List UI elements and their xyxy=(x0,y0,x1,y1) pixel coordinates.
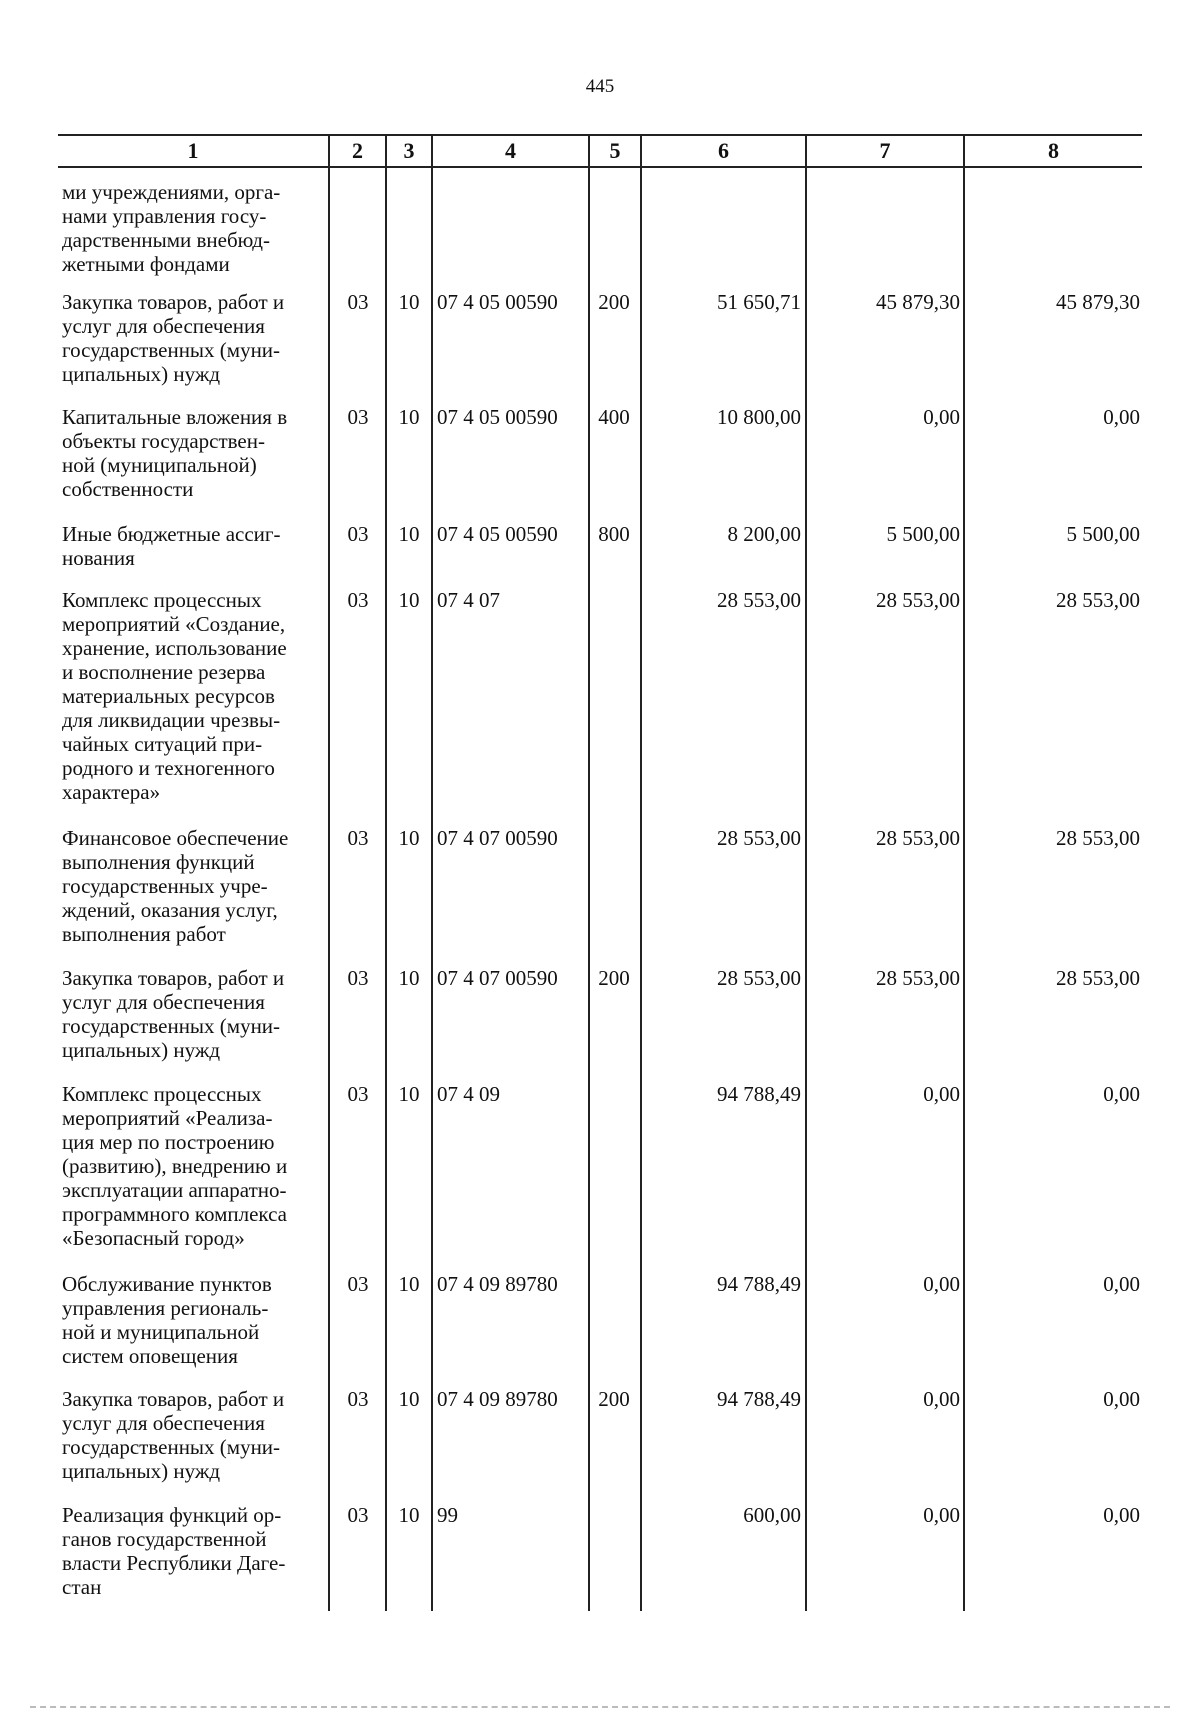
column-rule xyxy=(640,134,642,1611)
header-bottom-rule xyxy=(58,166,1142,168)
row-name: Комплекс процессных мероприятий «Реализа- ция мер по построению (развитию), внедрению и эксплуатации аппаратно- программного комплекса «Безопасный город» xyxy=(62,1082,288,1250)
amount-col6: 94 788,49 xyxy=(717,1272,801,1296)
subsection-code: 10 xyxy=(398,1082,420,1106)
subsection-code: 10 xyxy=(398,1503,420,1527)
amount-col8: 0,00 xyxy=(1103,405,1140,429)
subsection-code: 10 xyxy=(398,966,420,990)
scan-edge-rule xyxy=(30,1706,1170,1708)
amount-col8: 28 553,00 xyxy=(1056,588,1140,612)
column-header: 8 xyxy=(1048,138,1059,163)
amount-col6: 94 788,49 xyxy=(717,1082,801,1106)
section-code: 03 xyxy=(347,522,369,546)
expense-type-code: 200 xyxy=(598,966,630,990)
amount-col6: 10 800,00 xyxy=(717,405,801,429)
expense-type-code: 200 xyxy=(598,290,630,314)
subsection-code: 10 xyxy=(398,1387,420,1411)
column-header: 6 xyxy=(718,138,729,163)
row-name: Капитальные вложения в объекты государствен- ной (муниципальной) собственности xyxy=(62,405,288,501)
column-header: 1 xyxy=(187,138,199,163)
amount-col7: 5 500,00 xyxy=(886,522,960,546)
amount-col8: 0,00 xyxy=(1103,1387,1140,1411)
column-rule xyxy=(431,134,433,1611)
column-rule xyxy=(963,134,965,1611)
target-article-code: 07 4 05 00590 xyxy=(437,522,558,546)
expense-type-code: 200 xyxy=(598,1387,630,1411)
amount-col7: 0,00 xyxy=(923,1387,960,1411)
expense-type-code: 400 xyxy=(598,405,630,429)
row-name: Обслуживание пунктов управления региональ- ной и муниципальной систем оповещения xyxy=(62,1272,272,1368)
section-code: 03 xyxy=(347,588,369,612)
target-article-code: 07 4 09 xyxy=(437,1082,500,1106)
amount-col6: 28 553,00 xyxy=(717,588,801,612)
amount-col7: 0,00 xyxy=(923,1272,960,1296)
section-code: 03 xyxy=(347,826,369,850)
target-article-code: 07 4 05 00590 xyxy=(437,405,558,429)
section-code: 03 xyxy=(347,405,369,429)
section-code: 03 xyxy=(347,290,369,314)
target-article-code: 07 4 07 xyxy=(437,588,500,612)
amount-col8: 0,00 xyxy=(1103,1503,1140,1527)
target-article-code: 99 xyxy=(437,1503,458,1527)
row-name: Закупка товаров, работ и услуг для обеспечения государственных (муни- ципальных) нужд xyxy=(62,966,285,1062)
amount-col6: 51 650,71 xyxy=(717,290,801,314)
section-code: 03 xyxy=(347,1503,369,1527)
column-header: 7 xyxy=(879,138,891,163)
subsection-code: 10 xyxy=(398,405,420,429)
row-name: Финансовое обеспечение выполнения функций государственных учре- ждений, оказания услуг, выполнения работ xyxy=(62,826,289,946)
row-name: Закупка товаров, работ и услуг для обеспечения государственных (муни- ципальных) нужд xyxy=(62,290,285,386)
row-name: Реализация функций ор- ганов государственной власти Республики Даге- стан xyxy=(62,1503,286,1599)
subsection-code: 10 xyxy=(398,588,420,612)
table-top-rule xyxy=(58,134,1142,136)
target-article-code: 07 4 07 00590 xyxy=(437,826,558,850)
subsection-code: 10 xyxy=(398,522,420,546)
amount-col7: 28 553,00 xyxy=(876,826,960,850)
subsection-code: 10 xyxy=(398,290,420,314)
row-name: Комплекс процессных мероприятий «Создание, хранение, использование и восполнение резерва материальных ресурсов для ликвидации чрезвы- чайных ситуаций при- родного и техногенного характера» xyxy=(62,588,287,804)
row-name: Закупка товаров, работ и услуг для обеспечения государственных (муни- ципальных) нужд xyxy=(62,1387,285,1483)
amount-col8: 45 879,30 xyxy=(1056,290,1140,314)
amount-col7: 45 879,30 xyxy=(876,290,960,314)
row-name: ми учреждениями, орга- нами управления госу- дарственными внебюд- жетными фондами xyxy=(62,180,281,276)
column-header: 3 xyxy=(403,138,415,163)
section-code: 03 xyxy=(347,1387,369,1411)
subsection-code: 10 xyxy=(398,826,420,850)
amount-col8: 0,00 xyxy=(1103,1082,1140,1106)
amount-col8: 0,00 xyxy=(1103,1272,1140,1296)
amount-col8: 28 553,00 xyxy=(1056,966,1140,990)
column-rule xyxy=(328,134,330,1611)
section-code: 03 xyxy=(347,1272,369,1296)
amount-col7: 0,00 xyxy=(923,405,960,429)
amount-col6: 600,00 xyxy=(743,1503,801,1527)
target-article-code: 07 4 09 89780 xyxy=(437,1272,558,1296)
target-article-code: 07 4 09 89780 xyxy=(437,1387,558,1411)
column-rule xyxy=(805,134,807,1611)
amount-col7: 0,00 xyxy=(923,1503,960,1527)
amount-col6: 28 553,00 xyxy=(717,966,801,990)
amount-col7: 28 553,00 xyxy=(876,966,960,990)
target-article-code: 07 4 07 00590 xyxy=(437,966,558,990)
expense-type-code: 800 xyxy=(598,522,630,546)
column-header: 5 xyxy=(609,138,621,163)
page-number: 445 xyxy=(585,76,615,97)
amount-col8: 5 500,00 xyxy=(1066,522,1140,546)
column-header: 2 xyxy=(352,138,363,163)
section-code: 03 xyxy=(347,1082,369,1106)
row-name: Иные бюджетные ассиг- нования xyxy=(62,522,281,570)
amount-col6: 8 200,00 xyxy=(727,522,801,546)
amount-col7: 28 553,00 xyxy=(876,588,960,612)
section-code: 03 xyxy=(347,966,369,990)
amount-col7: 0,00 xyxy=(923,1082,960,1106)
amount-col8: 28 553,00 xyxy=(1056,826,1140,850)
column-rule xyxy=(385,134,387,1611)
column-rule xyxy=(588,134,590,1611)
subsection-code: 10 xyxy=(398,1272,420,1296)
target-article-code: 07 4 05 00590 xyxy=(437,290,558,314)
amount-col6: 28 553,00 xyxy=(717,826,801,850)
amount-col6: 94 788,49 xyxy=(717,1387,801,1411)
column-header: 4 xyxy=(505,138,516,163)
